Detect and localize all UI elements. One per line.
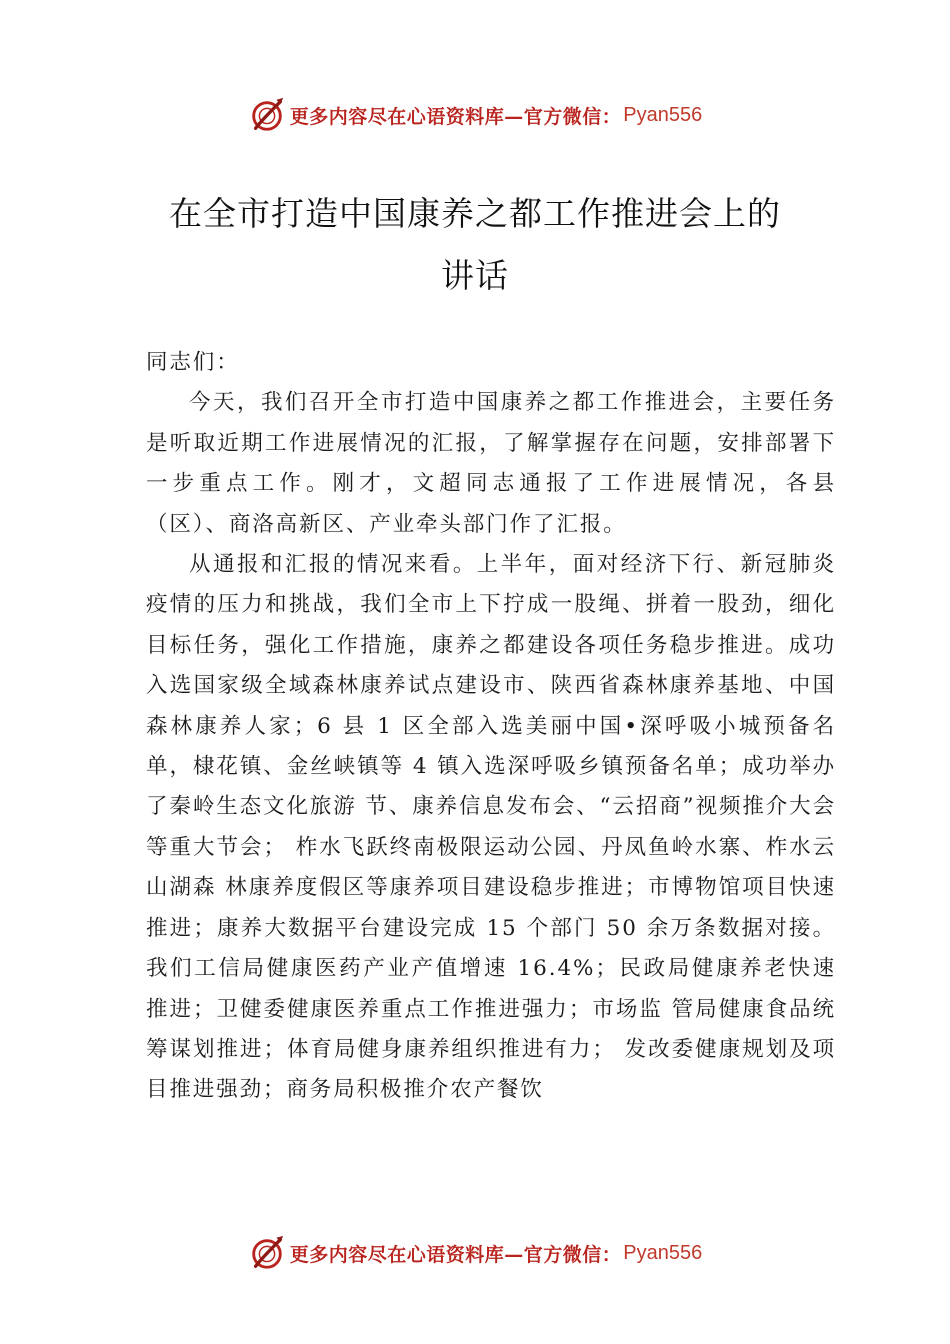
document-title-line-2: 讲话 (441, 256, 509, 295)
watermark-banner-top (0, 95, 950, 135)
watermark-account: Pyan556 (623, 103, 703, 126)
document-body (146, 343, 836, 1111)
watermark-text: 更多内容尽在心语资料库—官方微信： (289, 1243, 622, 1266)
brush-logo-icon (248, 1234, 286, 1272)
document-title-line-1: 在全市打造中国康养之都工作推进会上的 (169, 194, 781, 233)
paragraph: 今天，我们召开全市打造中国康养之都工作推进会，主要任务是听取近期工作进展情况的汇报，了解掌握存在问题，安排部署下一步重点工作。刚才，文超同志通报了工作进展情况，各县（区）、商洛高新区、产业牵头部门作了汇报。 (146, 390, 836, 537)
paragraph: 从通报和汇报的情况来看。上半年，面对经济下行、新冠肺炎疫情的压力和挑战，我们全市上下拧成一股绳、拼着一股劲，细化目标任务，强化工作措施，康养之都建设各项任务稳步推进。成功入选国家级全域森林康养试点建设市、陕西省森林康养基地、中国森林康养人家；6 县 1 区全部入选美丽中国•深呼吸小城预备名单，棣花镇、金丝峡镇等 4 镇入选深呼吸乡镇预备名单；成功举办了秦岭生态文化旅游 节、康养信息发布会、“云招商”视频推介大会等重大节会； 柞水飞跃终南极限运动公园、丹凤鱼岭水寨、柞水云山湖森 林康养度假区等康养项目建设稳步推进；市博物馆项目快速 推进；康养大数据平台建设完成 15 个部门 50 余万条数据对接。我们工信局健康医药产业产值增速 16.4%；民政局健康养老快速推进；卫健委健康医养重点工作推进强力；市场监 管局健康食品统筹谋划推进；体育局健身康养组织推进有力； 发改委健康规划及项目推进强劲；商务局积极推介农产餐饮 (146, 552, 836, 1103)
brush-logo-icon (248, 96, 286, 134)
watermark-account: Pyan556 (623, 1241, 703, 1264)
salutation: 同志们： (146, 350, 240, 375)
watermark-banner-bottom (0, 1233, 950, 1273)
watermark-text: 更多内容尽在心语资料库—官方微信： (289, 105, 622, 128)
